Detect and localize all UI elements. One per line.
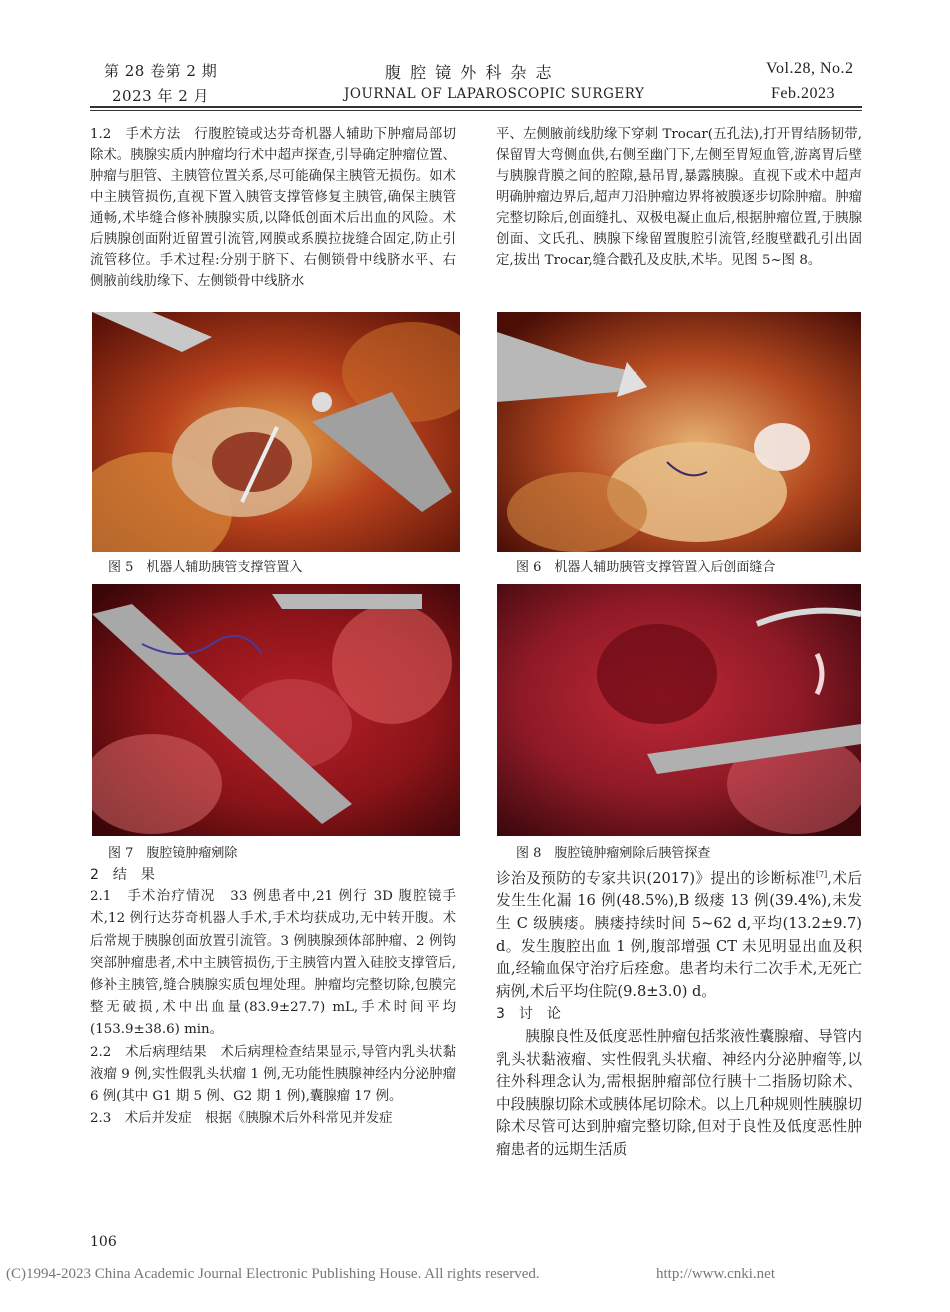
volume-issue: 第 28 卷第 2 期 (104, 62, 218, 80)
copyright-text: (C)1994-2023 China Academic Journal Electronic Publishing House. All rights reserved. (6, 1266, 540, 1282)
methods-text: 1.2 手术方法 行腹腔镜或达芬奇机器人辅助下肿瘤局部切除术。胰腺实质内肿瘤均行术中超声探查,引导确定肿瘤位置、肿瘤与胆管、主胰管位置关系,尽可能确保主胰管无损伤。如术中主胰管损伤,直视下置入胰管支撑管修复主胰管,确保主胰管通畅,术毕缝合修补胰腺实质,以降低创面术后出血的风险。术后胰腺创面附近留置引流管,网膜或系膜拉拢缝合固定,防止引流管移位。手术过程:分别于脐下、右侧锁骨中线脐水平、右侧腋前线肋缘下、左侧锁骨中线脐水 (90, 127, 456, 289)
figure-6-caption: 图 6 机器人辅助胰管支撑管置入后创面缝合 (516, 560, 776, 575)
results-complications-paragraph: 2.3 术后并发症 根据《胰腺术后外科常见并发症 (90, 1111, 393, 1127)
figure-7-image (92, 584, 460, 836)
volume-number-en: Vol.28, No.2 (766, 60, 854, 77)
figure-8-caption: 图 8 腹腔镜肿瘤剜除后胰管探查 (516, 846, 711, 861)
section-results-title: 2 结 果 (90, 867, 155, 883)
issue-date: 2023 年 2 月 (112, 87, 210, 105)
methods-paragraph-right (496, 124, 862, 271)
section-discussion-title: 3 讨 论 (496, 1006, 561, 1023)
figure-5-image (92, 312, 460, 552)
results-pathology-paragraph: 2.2 术后病理结果 术后病理检查结果显示,导管内乳头状黏液瘤 9 例,实性假乳头状瘤 1 例,无功能性胰腺神经内分泌肿瘤 6 例(其中 G1 期 5 例、G2 期 1 例),囊腺瘤 17 例。 (90, 1044, 456, 1105)
figure-5-caption: 图 5 机器人辅助胰管支撑管置入 (108, 560, 303, 575)
results-column-right (496, 864, 862, 1162)
results-surgery-paragraph: 2.1 手术治疗情况 33 例患者中,21 例行 3D 腹腔镜手术,12 例行达芬奇机器人手术,手术均获成功,无中转开腹。术后常规于胰腺创面放置引流管。3 例胰腺颈体部肿瘤、2 例钩突部肿瘤患者,术中主胰管损伤,于主胰管内置入硅胶支撑管后,修补主胰管,缝合胰腺实质包埋处理。肿瘤均完整切除,包膜完整无破损,术中出血量(83.9±27.7) mL,手术时间平均(153.9±38.6) min。 (90, 889, 456, 1038)
methods-text-cont: 平、左侧腋前线肋缘下穿刺 Trocar(五孔法),打开胃结肠韧带,保留胃大弯侧血供,右侧至幽门下,左侧至胃短血管,游离胃后壁与胰腺背膜之间的腔隙,悬吊胃,暴露胰腺。直视下或术中超声明确肿瘤边界后,超声刀沿肿瘤边界将被膜逐步切除肿瘤。肿瘤完整切除后,创面缝扎、双极电凝止血后,根据肿瘤位置,于胰腺创面、文氏孔、胰腺下缘留置腹腔引流管,经腹壁戳孔引出固定,拔出 Trocar,缝合戳孔及皮肤,术毕。见图 5~图 8。 (496, 127, 862, 268)
cnki-url-link[interactable]: http://www.cnki.net (656, 1266, 776, 1282)
journal-title-cn: 腹 腔 镜 外 科 杂 志 (385, 63, 554, 82)
methods-paragraph-left (90, 124, 456, 292)
complications-continued-paragraph (496, 864, 862, 1003)
results-column-left (90, 864, 456, 1130)
copyright-footer (6, 1266, 946, 1283)
journal-title-en: JOURNAL OF LAPAROSCOPIC SURGERY (344, 86, 645, 102)
discussion-paragraph: 胰腺良性及低度恶性肿瘤包括浆液性囊腺瘤、导管内乳头状黏液瘤、实性假乳头状瘤、神经内分泌肿瘤等,以往外科理念认为,需根据肿瘤部位行胰十二指肠切除术、中段胰腺切除术或胰体尾切除术。以上几种规则性胰腺切除术尽管可达到肿瘤完整切除,但对于良性及低度恶性肿瘤患者的远期生活质 (496, 1028, 862, 1158)
figure-6-image (497, 312, 861, 552)
complications-text-b: ,术后发生生化漏 16 例(48.5%),B 级瘘 13 例(39.4%),未发生 C 级胰瘘。胰瘘持续时间 5~62 d,平均(13.2±9.7) d。发生腹腔出血 1 例,腹部增强 CT 未见明显出血及积血,经输血保守治疗后痊愈。患者均未行二次手术,无死亡病例,术后平均住院(9.8±3.0) d。 (496, 869, 863, 1000)
figure-8-image (497, 584, 861, 836)
page-number: 106 (90, 1234, 117, 1250)
reference-citation[interactable]: [7] (815, 870, 828, 879)
figure-7-caption: 图 7 腹腔镜肿瘤剜除 (108, 846, 238, 861)
header-rule-thick (90, 106, 862, 108)
complications-text-a: 诊治及预防的专家共识(2017)》提出的诊断标准 (496, 869, 816, 887)
date-en: Feb.2023 (771, 85, 835, 102)
header-rule-thin (90, 110, 862, 111)
